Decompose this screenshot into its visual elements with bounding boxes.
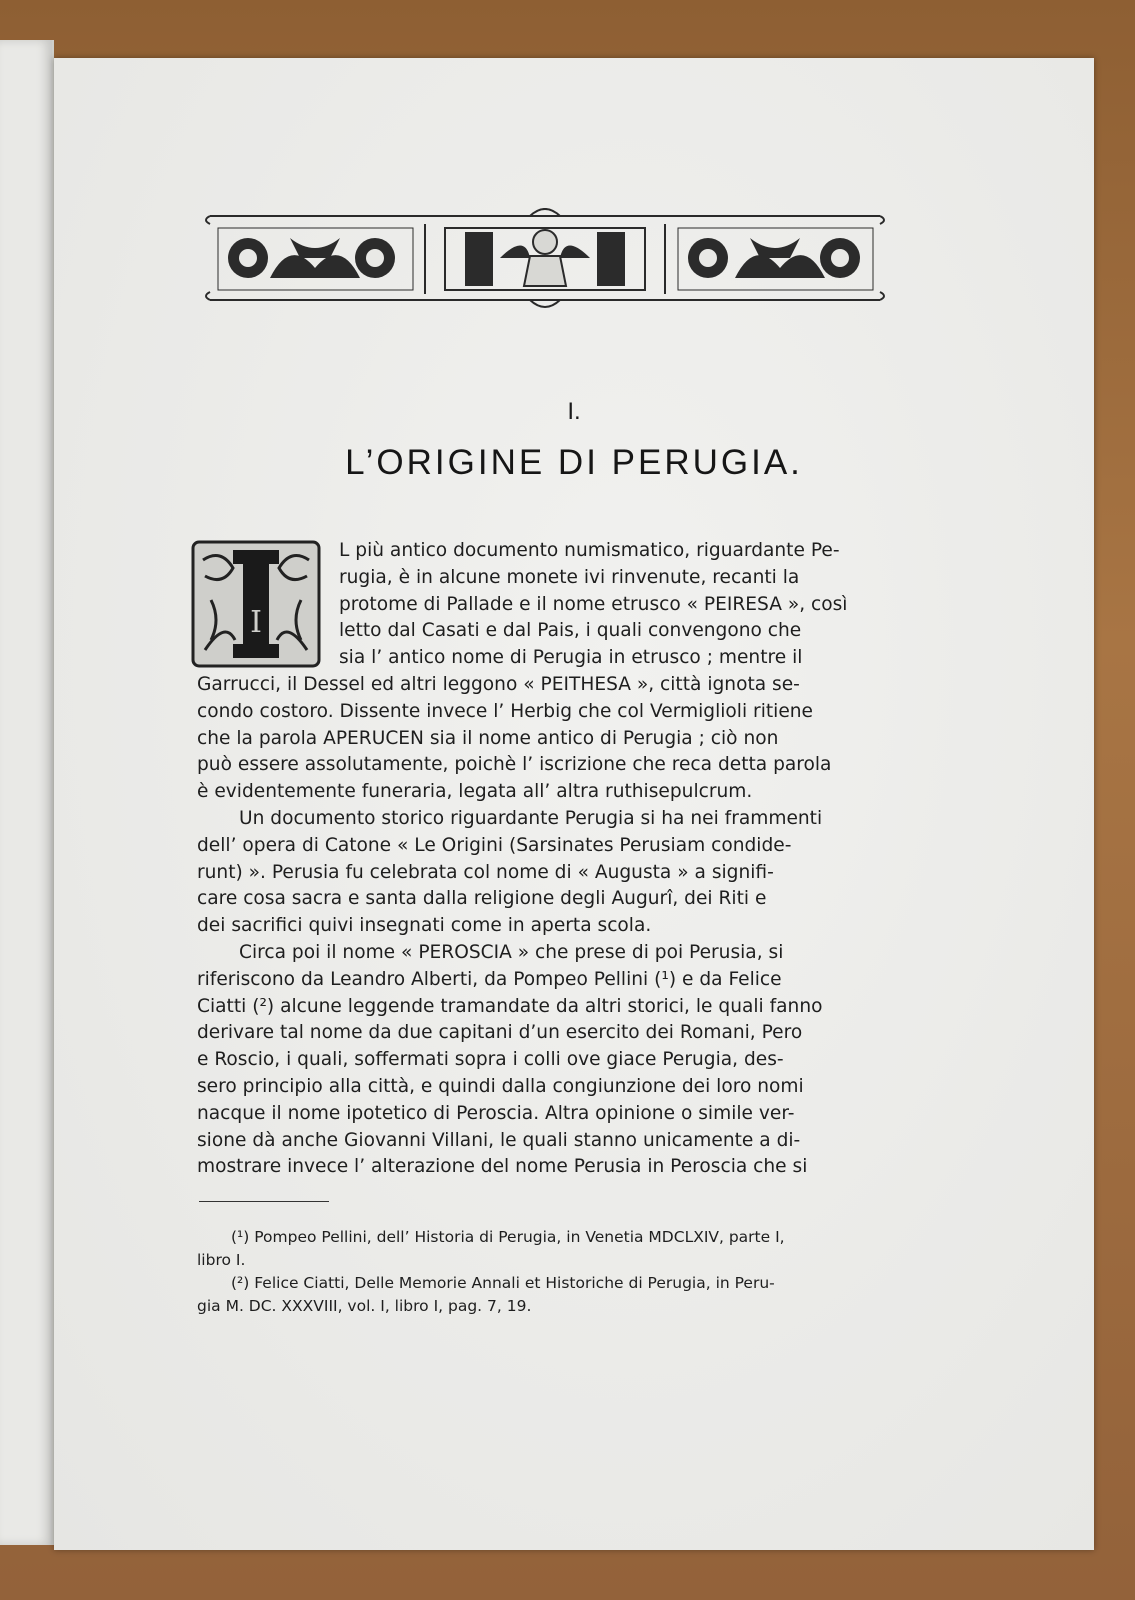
footnotes [197,1226,862,1318]
right-foliage-panel [678,228,873,290]
text-line: Circa poi il nome « PEROSCIA » che prese di poi Perusia, si [239,941,784,963]
footnote-separator [199,1201,329,1202]
text-line: rugia, è in alcune monete ivi rinvenute, recanti la [339,566,800,588]
facing-page-edge [0,40,54,1545]
text-line: dei sacrifici quivi insegnati come in aperta scola. [197,915,652,937]
body-text [197,538,869,1181]
text-line: condo costoro. Dissente invece l’ Herbig che col Vermiglioli ritiene [197,700,813,722]
center-cherub-panel [445,228,645,290]
text-line: Garrucci, il Dessel ed altri leggono « PEITHESA », città ignota se- [197,673,800,695]
left-foliage-panel [218,228,413,290]
text-line: dell’ opera di Catone « Le Origini (Sarsinates Perusiam condide- [197,834,792,856]
chapter-number: I. [567,398,581,425]
text-line: sia l’ antico nome di Perugia in etrusco ; mentre il [339,647,803,669]
illuminated-initial-i [191,540,321,668]
footnote-1: (¹) Pompeo Pellini, dell’ Historia di Perugia, in Venetia MDCLXIV, parte I, [231,1228,785,1246]
text-line: Un documento storico riguardante Perugia si ha nei frammenti [239,807,823,829]
text-line: può essere assolutamente, poichè l’ iscrizione che reca detta parola [197,754,832,776]
text-line: care cosa sacra e santa dalla religione degli Augurî, dei Riti e [197,888,767,910]
text-line: e Roscio, i quali, soffermati sopra i colli ove giace Perugia, des- [197,1049,784,1071]
text-line: L più antico documento numismatico, riguardante Pe- [339,540,840,561]
text-line: mostrare invece l’ alterazione del nome Perusia in Peroscia che si [197,1156,808,1178]
text-line: protome di Pallade e il nome etrusco « PEIRESA », così [339,593,848,615]
text-line: sione dà anche Giovanni Villani, le quali stanno unicamente a di- [197,1129,801,1151]
text-line: nacque il nome ipotetico di Peroscia. Altra opinione o simile ver- [197,1102,795,1124]
text-line: Ciatti (²) alcune leggende tramandate da altri storici, le quali fanno [197,995,823,1017]
text-line: che la parola APERUCEN sia il nome antico di Perugia ; ciò non [197,727,779,749]
text-line: runt) ». Perusia fu celebrata col nome di « Augusta » a signifi- [197,861,774,883]
text-line: derivare tal nome da due capitani d’un esercito dei Romani, Pero [197,1022,803,1044]
book-page [54,58,1094,1550]
footnote-1-continued: libro I. [197,1251,246,1269]
footnote-2: (²) Felice Ciatti, Delle Memorie Annali et Historiche di Perugia, in Peru- [231,1274,775,1292]
text-line: riferiscono da Leandro Alberti, da Pompeo Pellini (¹) e da Felice [197,968,782,990]
footnote-2-continued: gia M. DC. XXXVIII, vol. I, libro I, pag. 7, 19. [197,1297,532,1315]
text-line: è evidentemente funeraria, legata all’ altra ruthisepulcrum. [197,781,753,803]
text-line: sero principio alla città, e quindi dalla congiunzione dei loro nomi [197,1075,804,1097]
chapter-title: L’ORIGINE DI PERUGIA. [345,443,803,482]
text-line: letto dal Casati e dal Pais, i quali convengono che [339,620,802,642]
svg-text:I: I [250,605,262,640]
decorative-headpiece [200,208,890,318]
